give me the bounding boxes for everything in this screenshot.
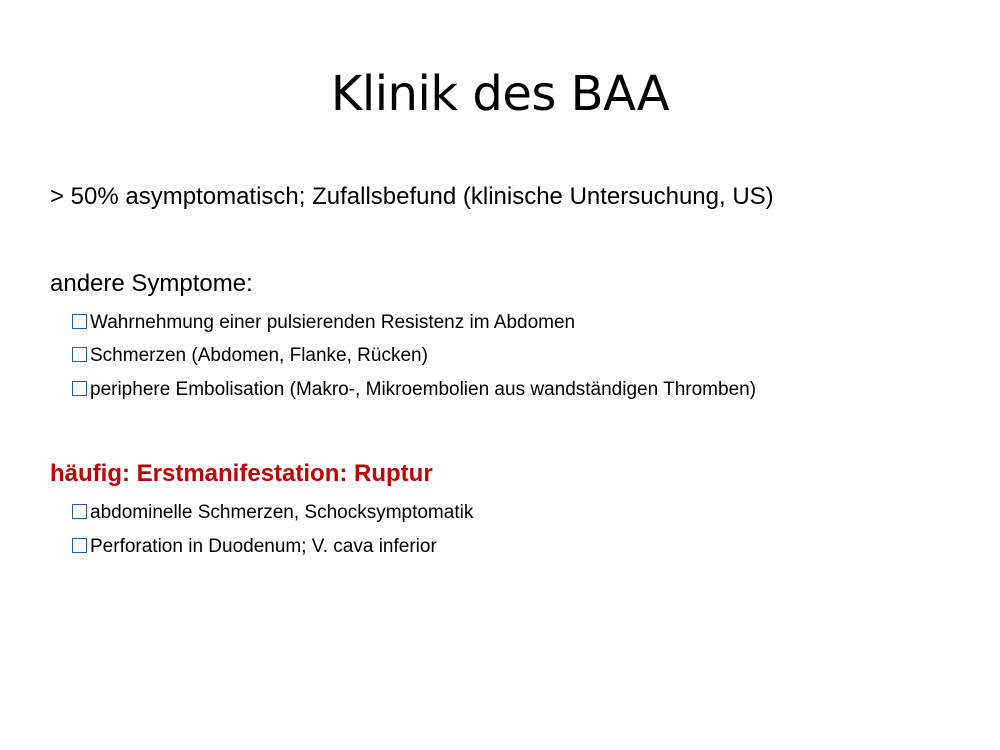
list-item-text: Perforation in Duodenum; V. cava inferior xyxy=(90,536,437,557)
hollow-square-icon xyxy=(72,314,87,329)
list-item-text: periphere Embolisation (Makro-, Mikroembolien aus wandständigen Thromben) xyxy=(90,379,757,400)
hollow-square-icon xyxy=(72,381,87,396)
slide-title: Klinik des BAA xyxy=(330,66,670,122)
intro-text: > 50% asymptomatisch; Zufallsbefund (klinische Untersuchung, US) xyxy=(50,183,774,210)
list-item xyxy=(72,311,575,335)
list-item xyxy=(72,378,756,402)
section-heading-rupture: häufig: Erstmanifestation: Ruptur xyxy=(50,460,433,487)
list-item-text: Wahrnehmung einer pulsierenden Resistenz im Abdomen xyxy=(90,312,576,333)
hollow-square-icon xyxy=(72,347,87,362)
list-item xyxy=(72,501,473,525)
hollow-square-icon xyxy=(72,504,87,519)
list-item-text: Schmerzen (Abdomen, Flanke, Rücken) xyxy=(90,345,428,366)
list-item xyxy=(72,535,437,559)
list-item xyxy=(72,344,428,368)
hollow-square-icon xyxy=(72,538,87,553)
section-heading-other-symptoms: andere Symptome: xyxy=(50,270,253,297)
list-item-text: abdominelle Schmerzen, Schocksymptomatik xyxy=(90,502,474,523)
